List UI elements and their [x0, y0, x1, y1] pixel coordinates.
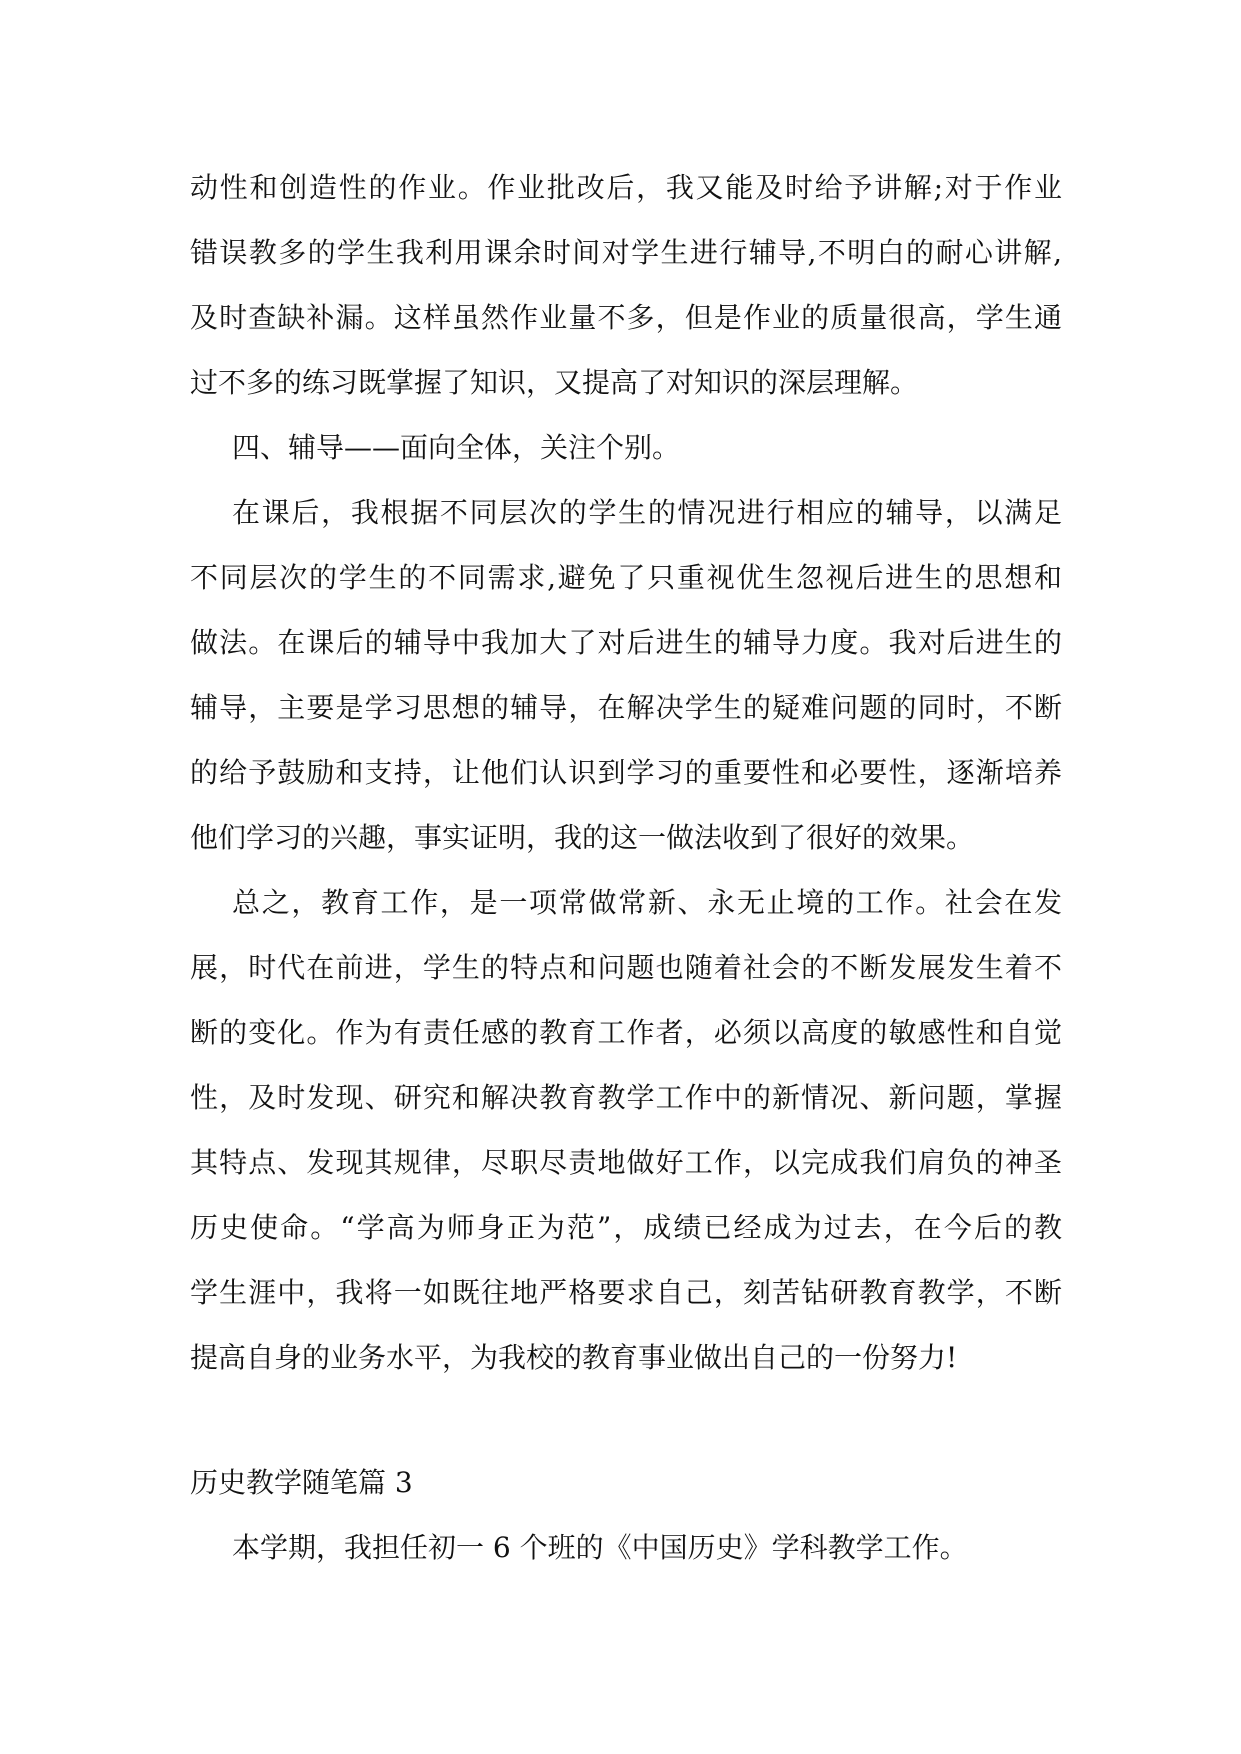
paragraph-line: 性，及时发现、研究和解决教育教学工作中的新情况、新问题，掌握 [190, 1081, 1062, 1114]
paragraph-line: 其特点、发现其规律，尽职尽责地做好工作，以完成我们肩负的神圣 [190, 1146, 1062, 1179]
article-title: 历史教学随笔篇 3 [190, 1466, 413, 1499]
section-heading: 四、辅导——面向全体，关注个别。 [232, 431, 681, 464]
paragraph-line: 提高自身的业务水平，为我校的教育事业做出自己的一份努力! [190, 1341, 958, 1374]
paragraph-line: 做法。在课后的辅导中我加大了对后进生的辅导力度。我对后进生的 [190, 626, 1062, 659]
paragraph-line: 断的变化。作为有责任感的教育工作者，必须以高度的敏感性和自觉 [190, 1016, 1062, 1049]
paragraph-line: 展，时代在前进，学生的特点和问题也随着社会的不断发展发生着不 [190, 951, 1062, 984]
paragraph-line: 学生涯中，我将一如既往地严格要求自己，刻苦钻研教育教学，不断 [190, 1276, 1062, 1309]
paragraph-line: 错误教多的学生我利用课余时间对学生进行辅导,不明白的耐心讲解, [190, 236, 1062, 269]
paragraph-line: 他们学习的兴趣，事实证明，我的这一做法收到了很好的效果。 [190, 821, 975, 854]
paragraph-line: 及时查缺补漏。这样虽然作业量不多，但是作业的质量很高，学生通 [190, 301, 1062, 334]
paragraph-line: 过不多的练习既掌握了知识，又提高了对知识的深层理解。 [190, 366, 919, 399]
paragraph-line: 不同层次的学生的不同需求,避免了只重视优生忽视后进生的思想和 [190, 561, 1062, 594]
paragraph-line: 总之，教育工作，是一项常做常新、永无止境的工作。社会在发 [232, 886, 1062, 919]
paragraph-line: 历史使命。“学高为师身正为范”，成绩已经成为过去，在今后的教 [190, 1211, 1062, 1244]
paragraph-line: 在课后，我根据不同层次的学生的情况进行相应的辅导，以满足 [232, 496, 1062, 529]
paragraph-line: 本学期，我担任初一 6 个班的《中国历史》学科教学工作。 [232, 1531, 968, 1564]
paragraph-line: 辅导，主要是学习思想的辅导，在解决学生的疑难问题的同时，不断 [190, 691, 1062, 724]
paragraph-line: 的给予鼓励和支持，让他们认识到学习的重要性和必要性，逐渐培养 [190, 756, 1062, 789]
paragraph-line: 动性和创造性的作业。作业批改后，我又能及时给予讲解;对于作业 [190, 171, 1062, 204]
